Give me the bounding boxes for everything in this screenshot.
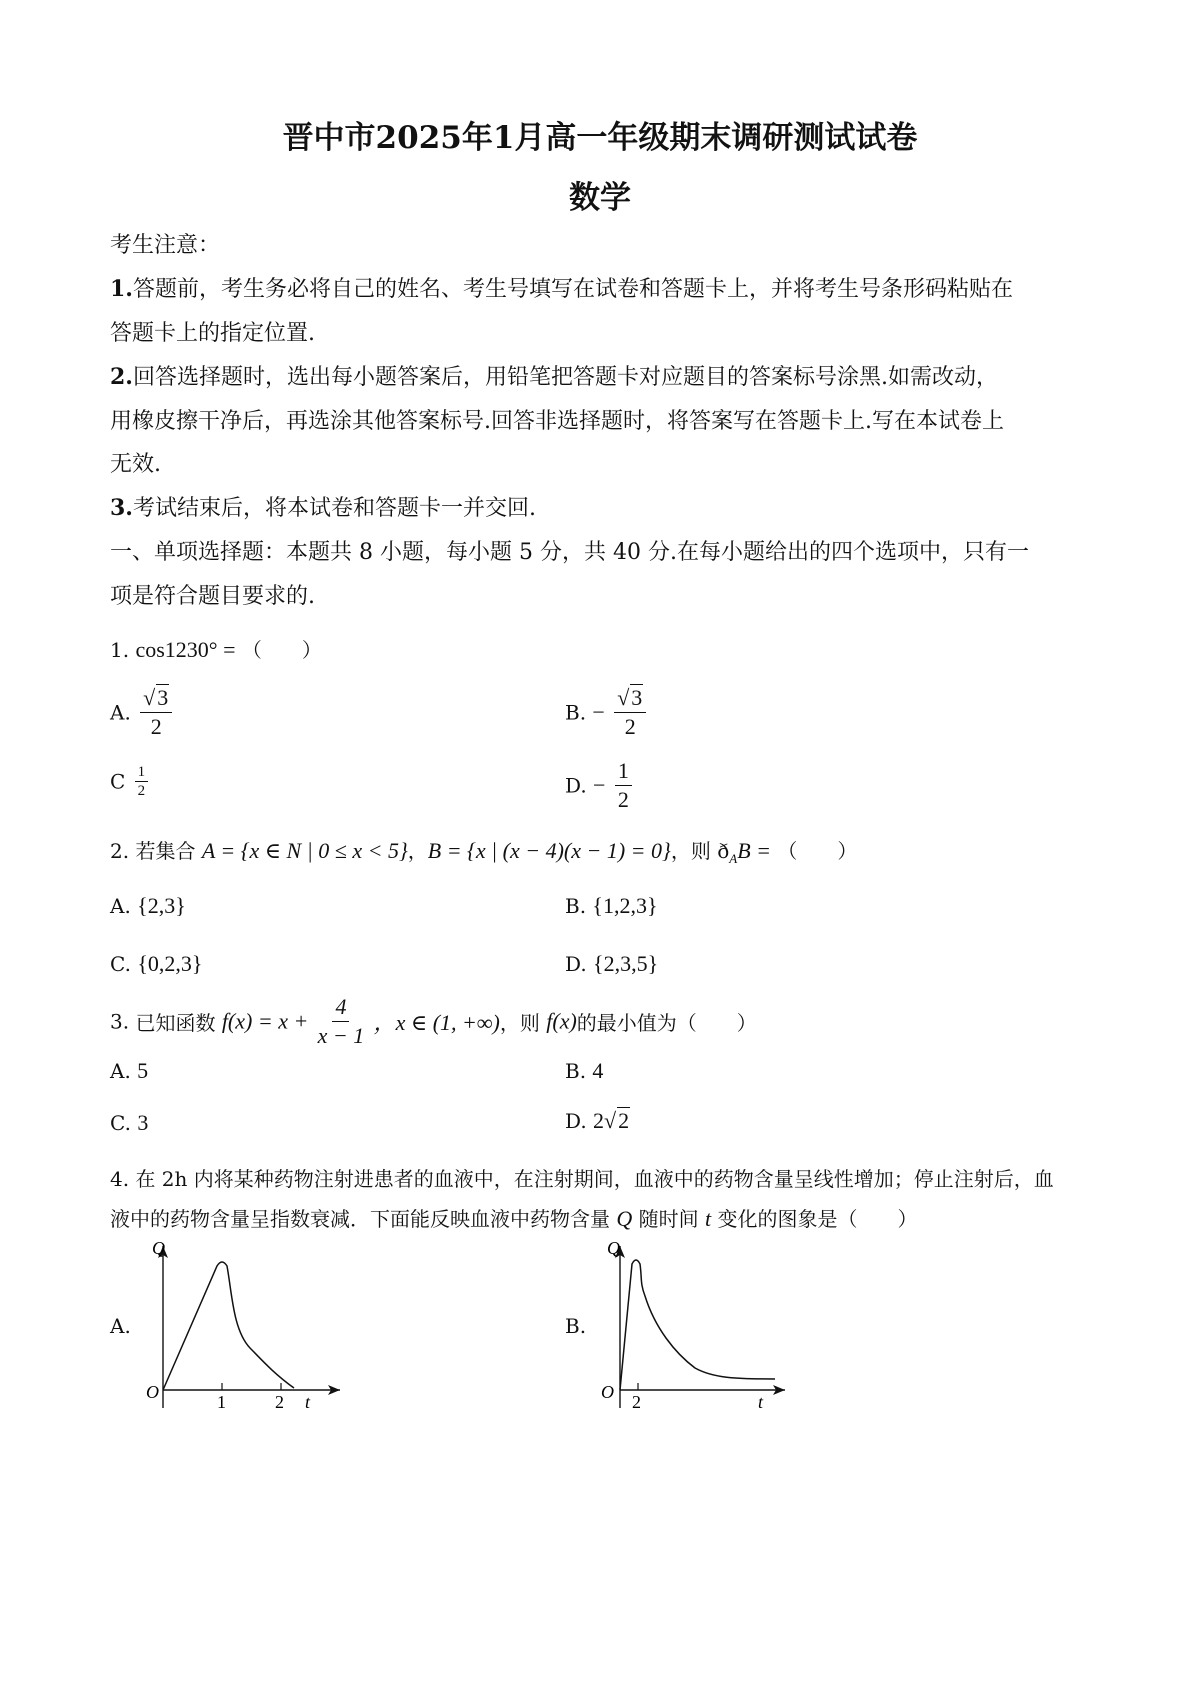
option-3c <box>110 1110 148 1136</box>
y-axis-label: Q <box>607 1238 620 1258</box>
option-value: 3 <box>137 1110 149 1135</box>
option-2b <box>565 893 658 919</box>
option-value: 2√2 <box>593 1108 630 1133</box>
option-1c <box>110 764 151 799</box>
function-definition: f(x) = x + <box>221 1008 309 1034</box>
x-axis-label: t <box>758 1392 764 1412</box>
option-4a-label: A. <box>110 1314 131 1338</box>
option-3b <box>565 1058 603 1084</box>
fraction: $\frac{√3}{2}$ <box>614 685 646 740</box>
fraction <box>615 758 632 813</box>
answer-paren: （ ） <box>241 638 322 662</box>
variable-t: t <box>704 1206 712 1231</box>
option-label: C. <box>110 952 131 976</box>
function-symbol: f(x) <box>546 1008 577 1034</box>
option-label: A. <box>110 894 131 918</box>
fraction <box>135 764 149 799</box>
option-value: {0,2,3} <box>137 951 203 976</box>
option-3a <box>110 1058 148 1084</box>
question-text: 变化的图象是（ ） <box>717 1207 918 1231</box>
notice-item-2-cont: 用橡皮擦干净后，再选涂其他答案标号.回答非选择题时，将答案写在答题卡上.写在本试卷上 <box>110 409 1004 434</box>
option-value: {1,2,3} <box>592 893 658 918</box>
radicand: 2 <box>618 1108 630 1133</box>
radicand: 3 <box>631 685 643 710</box>
minus-sign: − <box>593 772 606 798</box>
option-2d <box>565 951 658 977</box>
fraction <box>318 994 365 1049</box>
notice-item-number: 1. <box>110 276 133 302</box>
option-label: C. <box>110 1111 131 1135</box>
notice-item-text: 答题前，考生务必将自己的姓名、考生号填写在试卷和答题卡上，并将考生号条形码粘贴在 <box>132 277 1013 302</box>
minus-sign: − <box>592 699 605 725</box>
exam-title: 晋中市2025年1月高一年级期末调研测试试卷 <box>282 120 918 156</box>
option-value: 4 <box>592 1058 604 1083</box>
question-text: 液中的药物含量呈指数衰减．下面能反映血液中药物含量 <box>110 1207 610 1231</box>
curve <box>163 1262 294 1390</box>
option-label: C <box>110 769 126 794</box>
notice-item-text: 回答选择题时，选出每小题答案后，用铅笔把答题卡对应题目的答案标号涂黑.如需改动， <box>132 365 998 390</box>
variable-q: Q <box>616 1206 633 1231</box>
option-1a <box>110 685 175 740</box>
question-text: 的最小值为（ ） <box>576 1011 757 1035</box>
question-number: 1. <box>110 638 130 662</box>
option-label: A. <box>110 1059 131 1083</box>
denominator: 2 <box>617 787 629 812</box>
option-2c <box>110 951 202 977</box>
question-expression: cos1230° = <box>135 637 236 662</box>
numerator: 1 <box>135 764 149 782</box>
option-label: B. <box>565 894 587 918</box>
option-label: B. <box>565 1059 587 1083</box>
tick-label: 2 <box>632 1392 641 1412</box>
question-number: 2. <box>110 839 130 863</box>
question-number: 4. <box>110 1167 130 1191</box>
curve <box>620 1260 775 1390</box>
question-3 <box>110 994 757 1049</box>
option-1b <box>565 685 649 740</box>
graph-b <box>595 1238 795 1413</box>
coefficient: 2 <box>593 1108 605 1133</box>
question-text: B = <box>737 838 771 863</box>
origin-label: O <box>146 1382 159 1402</box>
origin-label: O <box>601 1382 614 1402</box>
section-heading-cont: 项是符合题目要求的. <box>110 584 315 609</box>
question-4-cont <box>110 1203 917 1232</box>
option-label: D. <box>565 773 587 798</box>
denominator: 2 <box>137 783 146 799</box>
question-text: 已知函数 <box>135 1011 216 1035</box>
set-b-definition: B = {x | (x − 4)(x − 1) = 0} <box>427 838 671 863</box>
graph-a <box>140 1238 350 1413</box>
notice-heading: 考生注意： <box>110 233 221 258</box>
denominator: x − 1 <box>317 1023 365 1048</box>
x-axis-label: t <box>305 1392 311 1412</box>
y-axis-label: Q <box>152 1238 165 1258</box>
question-text: ，则 ð <box>670 839 730 863</box>
option-2a <box>110 893 186 919</box>
question-text: 在 2h 内将某种药物注射进患者的血液中，在注射期间，血液中的药物含量呈线性增加；停止注射后，血 <box>135 1167 1054 1191</box>
question-2 <box>110 835 857 867</box>
function-domain: ，x ∈ (1, +∞) <box>373 1010 500 1035</box>
section-heading: 一、单项选择题：本题共 8 小题，每小题 5 分，共 40 分.在每小题给出的四个选项中，只有一 <box>110 540 1029 565</box>
option-value: {2,3,5} <box>593 951 659 976</box>
option-1d <box>565 758 635 813</box>
notice-item-2 <box>110 360 998 391</box>
subject-title: 数学 <box>569 180 631 216</box>
option-label: D. <box>565 1109 587 1133</box>
notice-item-number: 3. <box>110 495 133 521</box>
option-label: A. <box>110 700 131 725</box>
question-text: 若集合 <box>135 839 196 863</box>
separator: ， <box>407 839 428 863</box>
denominator: 2 <box>624 714 636 739</box>
subscript: A <box>729 851 738 866</box>
option-value: {2,3} <box>137 893 186 918</box>
notice-item-1 <box>110 272 1013 303</box>
notice-item-number: 2. <box>110 364 133 390</box>
option-value: 5 <box>137 1058 149 1083</box>
option-3d <box>565 1108 630 1134</box>
radicand: 3 <box>157 685 169 710</box>
tick-label: 1 <box>217 1392 226 1412</box>
question-1 <box>110 634 322 663</box>
notice-item-1-cont: 答题卡上的指定位置. <box>110 321 315 346</box>
option-label: B. <box>565 700 587 725</box>
tick-label: 2 <box>275 1392 284 1412</box>
numerator: 1 <box>615 758 632 786</box>
question-4 <box>110 1163 1054 1192</box>
question-text: 随时间 <box>638 1207 699 1231</box>
set-a-definition: A = {x ∈ N | 0 ≤ x < 5} <box>201 838 408 863</box>
fraction: $\frac{√3}{2}$ <box>140 685 172 740</box>
option-label: D. <box>565 952 587 976</box>
denominator: 2 <box>150 714 162 739</box>
question-number: 3. <box>110 1009 130 1034</box>
numerator: 4 <box>332 994 349 1022</box>
question-text: ，则 <box>499 1011 540 1035</box>
option-4b-label: B. <box>565 1314 587 1338</box>
notice-item-3 <box>110 491 536 522</box>
notice-item-text: 考试结束后，将本试卷和答题卡一并交回. <box>132 496 536 521</box>
notice-item-2-cont: 无效. <box>110 452 161 477</box>
answer-paren: （ ） <box>777 839 858 863</box>
